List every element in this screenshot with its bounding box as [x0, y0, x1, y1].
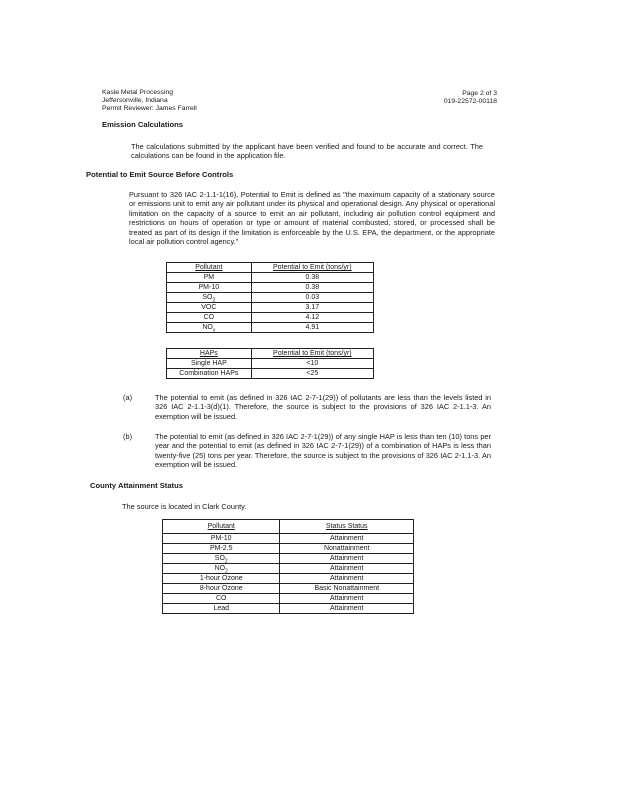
- pollutant-cell: 8-hour Ozone: [163, 584, 280, 594]
- header-reviewer: Permit Reviewer: James Farrell: [102, 105, 197, 113]
- col-header-haps: HAPs: [167, 349, 252, 359]
- col-header-pollutant: Pollutant: [163, 520, 280, 534]
- table-row: [167, 293, 374, 303]
- table-row: [163, 574, 414, 584]
- header-location: Jeffersonville, Indiana: [102, 97, 168, 105]
- pte-value-cell: 0.38: [251, 273, 373, 283]
- pollutant-cell: PM-2.5: [163, 544, 280, 554]
- item-a-label: (a): [123, 393, 133, 402]
- table-row: [163, 534, 414, 544]
- hap-name-cell: Single HAP: [167, 359, 252, 369]
- status-cell: Nonattainment: [280, 544, 414, 554]
- hap-name-cell: Combination HAPs: [167, 369, 252, 379]
- pollutant-cell: $NO_x$: [167, 323, 252, 333]
- item-b-label: (b): [123, 432, 133, 441]
- pollutant-pte-table: [166, 262, 374, 333]
- item-b-text: The potential to emit (as defined in 326 IAC 2-7-1(29)) of any single HAP is less than ten (10) tons per year and the potential to emit (as defined in 326 IAC 2-7-1(29)) of a combination of HAPs is less than twenty-five (25) tons per year. Therefore, the source is subject to the provisions of 326 IAC 2-1.1-3. An exemption will be issued.: [155, 432, 491, 470]
- table-row: [167, 369, 374, 379]
- hap-pte-table: [166, 348, 374, 379]
- pollutant-cell: PM-10: [163, 534, 280, 544]
- table-row: [167, 323, 374, 333]
- table-header-row: [167, 349, 374, 359]
- hap-value-cell: <25: [251, 369, 373, 379]
- pollutant-cell: VOC: [167, 303, 252, 313]
- table-row: [163, 584, 414, 594]
- header-company: Kasle Metal Processing: [102, 89, 174, 96]
- pollutant-cell: PM: [167, 273, 252, 283]
- pollutant-cell: 1-hour Ozone: [163, 574, 280, 584]
- pte-value-cell: 4.91: [251, 323, 373, 333]
- pollutant-cell: $SO_2$: [163, 554, 280, 564]
- county-attainment-heading: County Attainment Status: [90, 481, 183, 490]
- pollutant-cell: CO: [167, 313, 252, 323]
- pollutant-cell: CO: [163, 594, 280, 604]
- header-page-number: Page 2 of 3: [462, 90, 497, 97]
- table-row: [167, 303, 374, 313]
- pollutant-cell: $SO_2$: [167, 293, 252, 303]
- table-row: [167, 273, 374, 283]
- col-header-pollutant: Pollutant: [167, 263, 252, 273]
- pollutant-cell: PM-10: [167, 283, 252, 293]
- header-right: [444, 90, 497, 106]
- table-row: [167, 283, 374, 293]
- status-cell: Basic Nonattainment: [280, 584, 414, 594]
- hap-value-cell: <10: [251, 359, 373, 369]
- status-cell: Attainment: [280, 554, 414, 564]
- status-cell: Attainment: [280, 534, 414, 544]
- pollutant-cell: $NO_2$: [163, 564, 280, 574]
- status-cell: Attainment: [280, 574, 414, 584]
- pte-definition-text: Pursuant to 326 IAC 2-1.1-1(16), Potential to Emit is defined as "the maximum capacity of a stationary source or emissions unit to emit any air pollutant under its physical and operational design. Any physical or operational limitation on the capacity of a source to emit an air pollutant, including air pollution control equipment and restrictions on hours of operation or type or amount of material combusted, stored, or processed shall be treated as part of its design if the limitation is enforceable by the U.S. EPA, the department, or the appropriate local air pollution control agency.": [129, 190, 495, 247]
- status-cell: Attainment: [280, 604, 414, 614]
- table-row: [163, 564, 414, 574]
- header-left: [102, 89, 197, 113]
- county-attainment-table: [162, 519, 414, 614]
- item-a-text: The potential to emit (as defined in 326 IAC 2-7-1(29)) of pollutants are less than the levels listed in 326 IAC 2-1.1-3(d)(1). Therefore, the source is subject to the provisions of 326 IAC 2-1.1-3. An exemption will be issued.: [155, 393, 491, 421]
- col-header-pte: Potential to Emit (tons/yr): [251, 349, 373, 359]
- pte-heading: Potential to Emit Source Before Controls: [86, 170, 234, 179]
- table-row: [163, 554, 414, 564]
- header-permit-number: 019-22572-00118: [443, 98, 497, 106]
- table-row: [167, 313, 374, 323]
- pte-value-cell: 4.12: [251, 313, 373, 323]
- pte-value-cell: 0.03: [251, 293, 373, 303]
- table-row: [163, 604, 414, 614]
- table-header-row: [163, 520, 414, 534]
- table-header-row: [167, 263, 374, 273]
- table-row: [167, 359, 374, 369]
- col-header-status: Status Status: [280, 520, 414, 534]
- status-cell: Attainment: [280, 594, 414, 604]
- table-row: [163, 544, 414, 554]
- emission-calculations-text: The calculations submitted by the applicant have been verified and found to be accurate and correct. The calculations can be found in the application file.: [131, 142, 483, 161]
- pte-value-cell: 3.17: [251, 303, 373, 313]
- emission-calculations-heading: Emission Calculations: [102, 120, 184, 129]
- county-location-text: The source is located in Clark County.: [122, 502, 247, 511]
- col-header-pte: Potential to Emit (tons/yr): [251, 263, 373, 273]
- table-row: [163, 594, 414, 604]
- pollutant-cell: Lead: [163, 604, 280, 614]
- status-cell: Attainment: [280, 564, 414, 574]
- pte-value-cell: 0.38: [251, 283, 373, 293]
